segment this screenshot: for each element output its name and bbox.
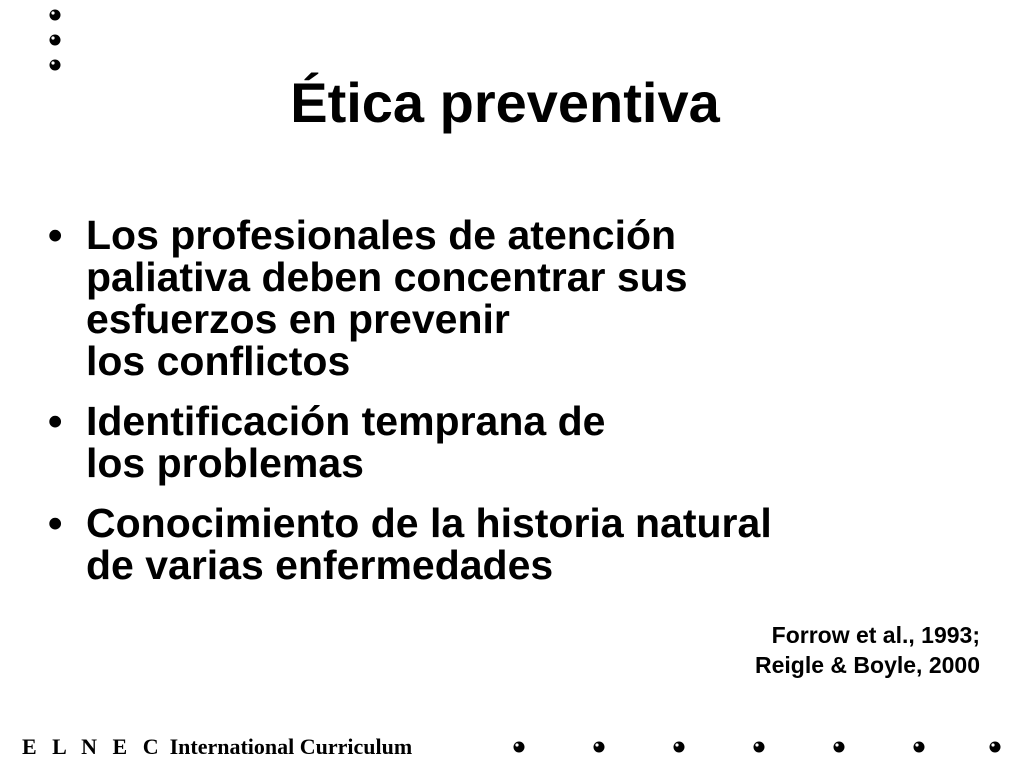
circle-dot-icon	[832, 740, 846, 754]
bullet-marker: •	[48, 398, 63, 444]
bullet-item	[44, 502, 1004, 586]
circle-dot-icon	[48, 33, 62, 47]
bullet-text: Identificación temprana de los problemas	[86, 398, 606, 486]
slide-title: Ética preventiva	[290, 71, 720, 134]
footer	[22, 732, 1012, 762]
circle-dot-icon	[672, 740, 686, 754]
circle-dot-icon	[592, 740, 606, 754]
footer-decoration	[512, 740, 1002, 756]
circle-dot-icon	[512, 740, 526, 754]
bullet-marker: •	[48, 500, 63, 546]
circle-dot-icon	[988, 740, 1002, 754]
bullet-text: Conocimiento de la historia natural de varias enfermedades	[86, 500, 772, 588]
bullet-text: Los profesionales de atención paliativa deben concentrar sus esfuerzos en prevenir los conflictos	[86, 212, 688, 384]
bullet-list	[44, 214, 1004, 604]
circle-dot-icon	[48, 8, 62, 22]
circle-dot-icon	[912, 740, 926, 754]
citation: Forrow et al., 1993; Reigle & Boyle, 2000	[755, 622, 980, 678]
brand-text: International Curriculum	[169, 734, 413, 759]
circle-dot-icon	[752, 740, 766, 754]
footer-brand	[22, 732, 412, 762]
bullet-item	[44, 400, 1004, 484]
bullet-marker: •	[48, 212, 63, 258]
bullet-item	[44, 214, 1004, 382]
brand-letters: E L N E C	[22, 734, 164, 759]
